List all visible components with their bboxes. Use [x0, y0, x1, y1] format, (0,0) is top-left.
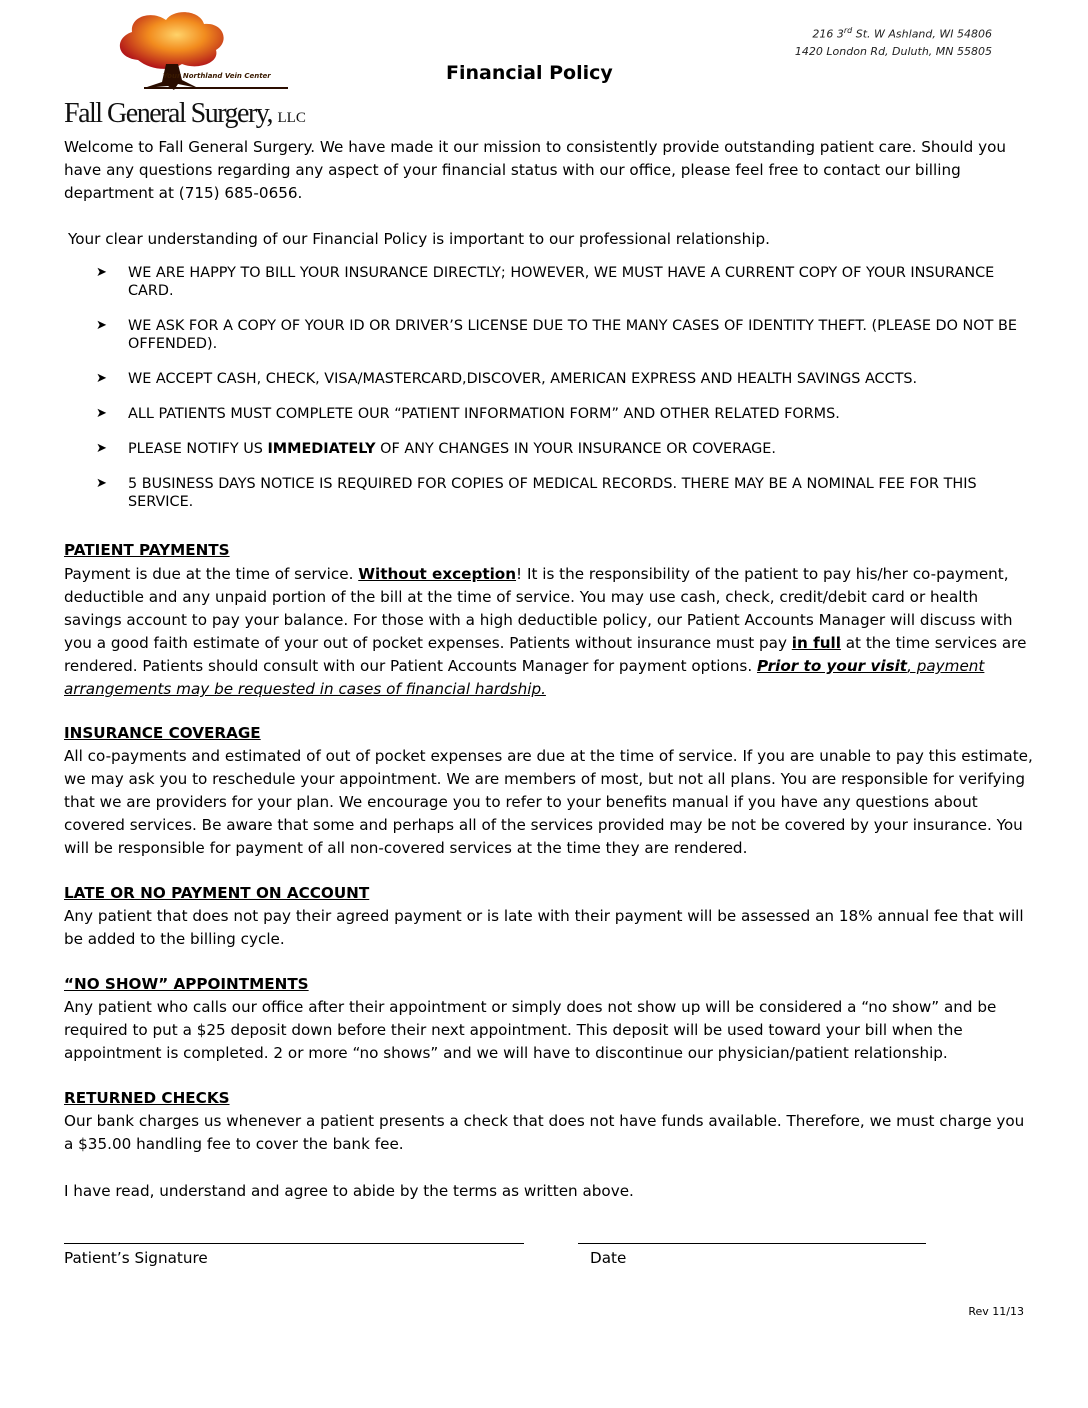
bullet-item — [96, 264, 1026, 300]
policy-bullet-list — [96, 264, 1026, 528]
late-payment-text: Any patient that does not pay their agreed payment or is late with their payment will be assessed an 18% annual fee that will be added to the billing cycle. — [64, 907, 1024, 948]
bullet-item — [96, 370, 1026, 388]
bullet-item — [96, 405, 1026, 423]
pp-prior-to-visit: Prior to your visit — [756, 657, 908, 675]
pp-text-3: ! It is the responsibility of the patient to pay his/her co-payment, deductible and any unpaid portion of the bill at the time of service. You may use cash, check, credit/debit card or health savings account to pay your balance. For those with a high deductible policy, our Patient Accounts Manager will discuss with you a good faith estimate of your out of pocket expenses. Patients without insurance must pay — [64, 565, 1013, 652]
bullet-text: WE ACCEPT CASH, CHECK, VISA/MASTERCARD,DISCOVER, AMERICAN EXPRESS AND HEALTH SAVINGS ACCTS. — [128, 371, 918, 387]
patient-payments-heading: PATIENT PAYMENTS — [64, 541, 230, 559]
insurance-coverage-heading: INSURANCE COVERAGE — [64, 724, 261, 742]
bullet-text: 5 BUSINESS DAYS NOTICE IS REQUIRED FOR COPIES OF MEDICAL RECORDS. THERE MAY BE A NOMINAL FEE FOR THIS SERVICE. — [128, 476, 977, 510]
no-show-text: Any patient who calls our office after their appointment or simply does not show up will be considered a “no show” and be required to put a $25 deposit down before their next appointment. This deposit will be used toward your bill when the appointment is completed. 2 or more “no shows” and we will have to discontinue our physician/patient relationship. — [64, 998, 997, 1062]
bullet-text: ALL PATIENTS MUST COMPLETE OUR “PATIENT INFORMATION FORM” AND OTHER RELATED FORMS. — [128, 406, 840, 422]
no-show-heading: “NO SHOW” APPOINTMENTS — [64, 975, 309, 993]
address-line-1: 216 3rd St. W Ashland, WI 54806 — [812, 26, 992, 41]
returned-checks-heading: RETURNED CHECKS — [64, 1089, 230, 1107]
logo-wordmark — [64, 98, 306, 130]
bullet-item — [96, 317, 1026, 353]
logo-tagline: Your Northland Vein Center — [163, 72, 271, 80]
agreement-statement: I have read, understand and agree to abide by the terms as written above. — [64, 1182, 634, 1200]
address-block — [795, 22, 992, 60]
logo-name-text: Fall General Surgery, — [64, 98, 272, 129]
pp-text-7: , payment arrangements may be requested in cases of financial hardship. — [64, 657, 985, 698]
pp-without-exception: Without exception — [358, 565, 517, 583]
pp-text-1: Payment is due at the time of service. — [64, 565, 359, 583]
pp-in-full: in full — [791, 634, 841, 652]
bullet-text-pre: PLEASE NOTIFY US — [128, 441, 268, 457]
returned-checks-text: Our bank charges us whenever a patient presents a check that does not have funds available. Therefore, we must charge you a $35.00 handling fee to cover the bank fee. — [64, 1112, 1025, 1153]
insurance-coverage-text: All co-payments and estimated of out of pocket expenses are due at the time of service. If you are unable to pay this estimate, we may ask you to reschedule your appointment. We are members of most, but not all plans. You are responsible for verifying that we are providers for your plan. We encourage you to refer to your benefits manual if you have any questions about covered services. Be aware that some and perhaps all of the services provided may be not be covered by your insurance. You will be responsible for payment of all non-covered services at the time they are rendered. — [64, 747, 1033, 857]
arrow-bullet-icon: ➤ — [96, 441, 107, 456]
page-title: Financial Policy — [446, 62, 613, 84]
patient-signature-label: Patient’s Signature — [64, 1249, 208, 1267]
practice-logo — [64, 8, 328, 132]
intro-understanding: Your clear understanding of our Financial Policy is important to our professional relationship. — [68, 230, 770, 248]
pp-text-5: at the time services are rendered. Patients should consult with our Patient Accounts Manager for payment options. — [64, 634, 1027, 675]
date-label: Date — [590, 1249, 627, 1267]
logo-suffix: LLC — [277, 110, 306, 126]
bullet-text-post: OF ANY CHANGES IN YOUR INSURANCE OR COVERAGE. — [375, 441, 776, 457]
arrow-bullet-icon: ➤ — [96, 371, 107, 386]
bullet-text-bold: IMMEDIATELY — [267, 441, 376, 457]
bullet-item — [96, 440, 1026, 458]
bullet-text: WE ARE HAPPY TO BILL YOUR INSURANCE DIRECTLY; HOWEVER, WE MUST HAVE A CURRENT COPY OF YOUR INSURANCE CARD. — [128, 265, 995, 299]
intro-welcome: Welcome to Fall General Surgery. We have made it our mission to consistently provide outstanding patient care. Should you have any questions regarding any aspect of your financial status with our office, please feel free to contact our billing department at (715) 685-0656. — [64, 138, 1007, 202]
patient-signature-line[interactable] — [64, 1243, 524, 1244]
tree-logo-icon — [108, 8, 328, 98]
late-payment-heading: LATE OR NO PAYMENT ON ACCOUNT — [64, 884, 370, 902]
arrow-bullet-icon: ➤ — [96, 265, 107, 280]
arrow-bullet-icon: ➤ — [96, 476, 107, 491]
bullet-text — [128, 440, 1026, 458]
address-line-2: 1420 London Rd, Duluth, MN 55805 — [794, 44, 992, 58]
arrow-bullet-icon: ➤ — [96, 406, 107, 421]
date-signature-line[interactable] — [578, 1243, 926, 1244]
bullet-item — [96, 475, 1026, 511]
bullet-text: WE ASK FOR A COPY OF YOUR ID OR DRIVER’S LICENSE DUE TO THE MANY CASES OF IDENTITY THEFT. (PLEASE DO NOT BE OFFENDED). — [128, 318, 1017, 352]
revision-label: Rev 11/13 — [968, 1305, 1024, 1318]
arrow-bullet-icon: ➤ — [96, 318, 107, 333]
patient-payments-text — [64, 563, 1034, 701]
